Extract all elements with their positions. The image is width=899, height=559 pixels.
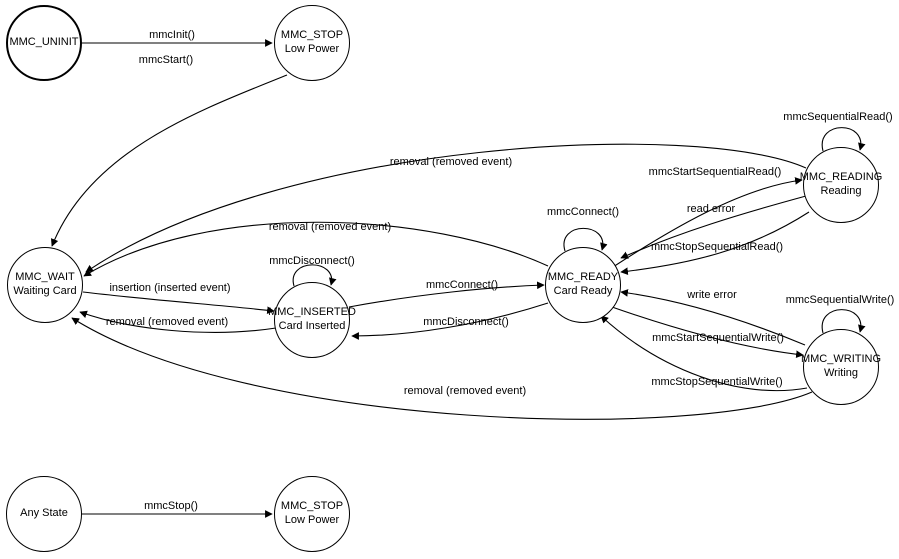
edge-wait-inserted bbox=[83, 292, 274, 311]
edge-label-removal-from-writing: removal (removed event) bbox=[403, 385, 527, 397]
edge-label-removal-from-reading: removal (removed event) bbox=[389, 156, 513, 168]
edge-label-mmc-start-sequential-write: mmcStartSequentialWrite() bbox=[652, 332, 784, 344]
edge-label-mmc-disconnect-self: mmcDisconnect() bbox=[269, 255, 355, 267]
edge-label-write-error: write error bbox=[687, 289, 737, 301]
state-mmc-uninit[interactable] bbox=[6, 5, 82, 81]
state-mmc-wait[interactable] bbox=[7, 247, 83, 323]
state-label-line2: Card Inserted bbox=[278, 320, 346, 332]
state-label-line1: MMC_INSERTED bbox=[268, 306, 356, 319]
edge-label-mmc-init: mmcInit() bbox=[149, 29, 195, 41]
state-any-state[interactable] bbox=[6, 476, 82, 552]
state-label-line1: MMC_READY bbox=[547, 271, 619, 284]
edge-label-removal-from-ready: removal (removed event) bbox=[268, 221, 392, 233]
edge-label-mmc-start: mmcStart() bbox=[138, 54, 194, 66]
edge-label-mmc-sequential-read: mmcSequentialRead() bbox=[783, 111, 893, 123]
state-label-line2: Waiting Card bbox=[13, 285, 77, 297]
state-label-line2: Reading bbox=[820, 185, 862, 197]
state-label-line2: Writing bbox=[823, 367, 859, 379]
edge-label-removal-from-inserted: removal (removed event) bbox=[105, 316, 229, 328]
edge-ready-writing bbox=[612, 307, 803, 355]
state-mmc-ready[interactable] bbox=[545, 247, 621, 323]
state-label-line1: Any State bbox=[20, 507, 68, 520]
edge-label-mmc-connect-inserted: mmcConnect() bbox=[425, 279, 499, 291]
edge-label-mmc-stop-sequential-read: mmcStopSequentialRead() bbox=[650, 241, 784, 253]
state-label-line1: MMC_STOP bbox=[280, 29, 344, 42]
state-label-line2: Low Power bbox=[284, 43, 340, 55]
edge-stop1-wait bbox=[52, 75, 287, 246]
edge-label-mmc-sequential-write: mmcSequentialWrite() bbox=[785, 294, 895, 306]
edge-ready-reading bbox=[613, 180, 802, 267]
state-label-line1: MMC_UNINIT bbox=[9, 36, 79, 49]
edge-label-insertion: insertion (inserted event) bbox=[109, 282, 231, 294]
edge-label-mmc-start-sequential-read: mmcStartSequentialRead() bbox=[648, 166, 782, 178]
state-label-line2: Card Ready bbox=[553, 285, 613, 297]
edge-label-mmc-stop-sequential-write: mmcStopSequentialWrite() bbox=[651, 376, 783, 388]
state-label-line2: Low Power bbox=[284, 514, 340, 526]
state-mmc-reading[interactable] bbox=[799, 147, 883, 223]
state-label-line1: MMC_WRITING bbox=[800, 353, 882, 366]
state-label-line1: MMC_WAIT bbox=[15, 271, 75, 284]
state-mmc-stop-top[interactable] bbox=[274, 5, 350, 81]
state-mmc-inserted[interactable] bbox=[268, 282, 356, 358]
state-mmc-stop-bottom[interactable] bbox=[274, 476, 350, 552]
edge-label-mmc-disconnect-ready: mmcDisconnect() bbox=[423, 316, 509, 328]
edge-label-mmc-stop: mmcStop() bbox=[144, 500, 198, 512]
state-label-line1: MMC_STOP bbox=[280, 500, 344, 513]
state-label-line1: MMC_READING bbox=[799, 171, 883, 184]
state-mmc-writing[interactable] bbox=[800, 329, 882, 405]
edge-label-mmc-connect-self: mmcConnect() bbox=[546, 206, 620, 218]
edge-label-read-error: read error bbox=[686, 203, 736, 215]
